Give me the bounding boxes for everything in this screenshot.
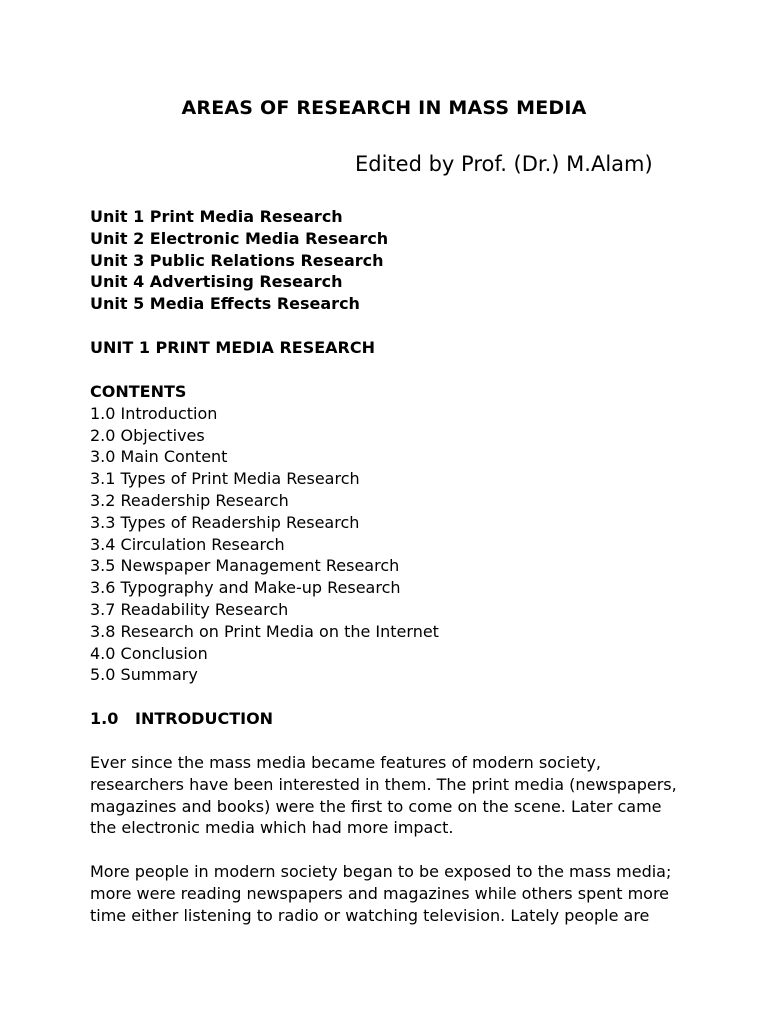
editor-credit: Edited by Prof. (Dr.) M.Alam) <box>355 152 653 176</box>
document-title: AREAS OF RESEARCH IN MASS MEDIA <box>181 97 587 119</box>
paragraph-line: Ever since the mass media became features of modern society, <box>90 753 601 772</box>
paragraph <box>90 861 671 926</box>
contents-item: 3.8 Research on Print Media on the Internet <box>90 621 439 641</box>
paragraph-line: researchers have been interested in them. The print media (newspapers, <box>90 774 677 794</box>
unit-list <box>90 206 388 315</box>
paragraph-line: time either listening to radio or watching television. Lately people are <box>90 905 650 925</box>
unit-list-item: Unit 3 Public Relations Research <box>90 250 384 270</box>
paragraph-line: More people in modern society began to be exposed to the mass media; <box>90 862 672 881</box>
contents-item: 1.0 Introduction <box>90 403 218 423</box>
unit-list-item: Unit 4 Advertising Research <box>90 272 343 292</box>
contents-heading: CONTENTS <box>90 382 187 401</box>
unit-list-item: Unit 2 Electronic Media Research <box>90 228 389 248</box>
contents-item: 3.7 Readability Research <box>90 599 289 619</box>
contents-item: 3.4 Circulation Research <box>90 534 285 554</box>
section-number: 1.0 <box>90 709 119 728</box>
paragraph-line: the electronic media which had more impact. <box>90 818 454 838</box>
contents-item: 4.0 Conclusion <box>90 643 208 663</box>
unit-heading: UNIT 1 PRINT MEDIA RESEARCH <box>90 338 375 357</box>
paragraph-line: more were reading newspapers and magazines while others spent more <box>90 883 670 903</box>
contents-list <box>90 381 439 686</box>
contents-item: 3.5 Newspaper Management Research <box>90 556 400 576</box>
unit-list-item: Unit 1 Print Media Research <box>90 207 343 226</box>
contents-item: 3.3 Types of Readership Research <box>90 512 360 532</box>
contents-item: 2.0 Objectives <box>90 425 205 445</box>
contents-item: 3.1 Types of Print Media Research <box>90 469 360 489</box>
unit-list-item: Unit 5 Media Effects Research <box>90 294 360 314</box>
contents-item: 3.2 Readership Research <box>90 490 289 510</box>
contents-item: 3.0 Main Content <box>90 447 228 467</box>
contents-item: 3.6 Typography and Make-up Research <box>90 578 401 598</box>
paragraph-line: magazines and books) were the first to come on the scene. Later came <box>90 796 662 816</box>
section-title: INTRODUCTION <box>135 709 274 728</box>
contents-item: 5.0 Summary <box>90 665 198 685</box>
section-heading-introduction <box>90 708 273 730</box>
paragraph <box>90 752 677 839</box>
